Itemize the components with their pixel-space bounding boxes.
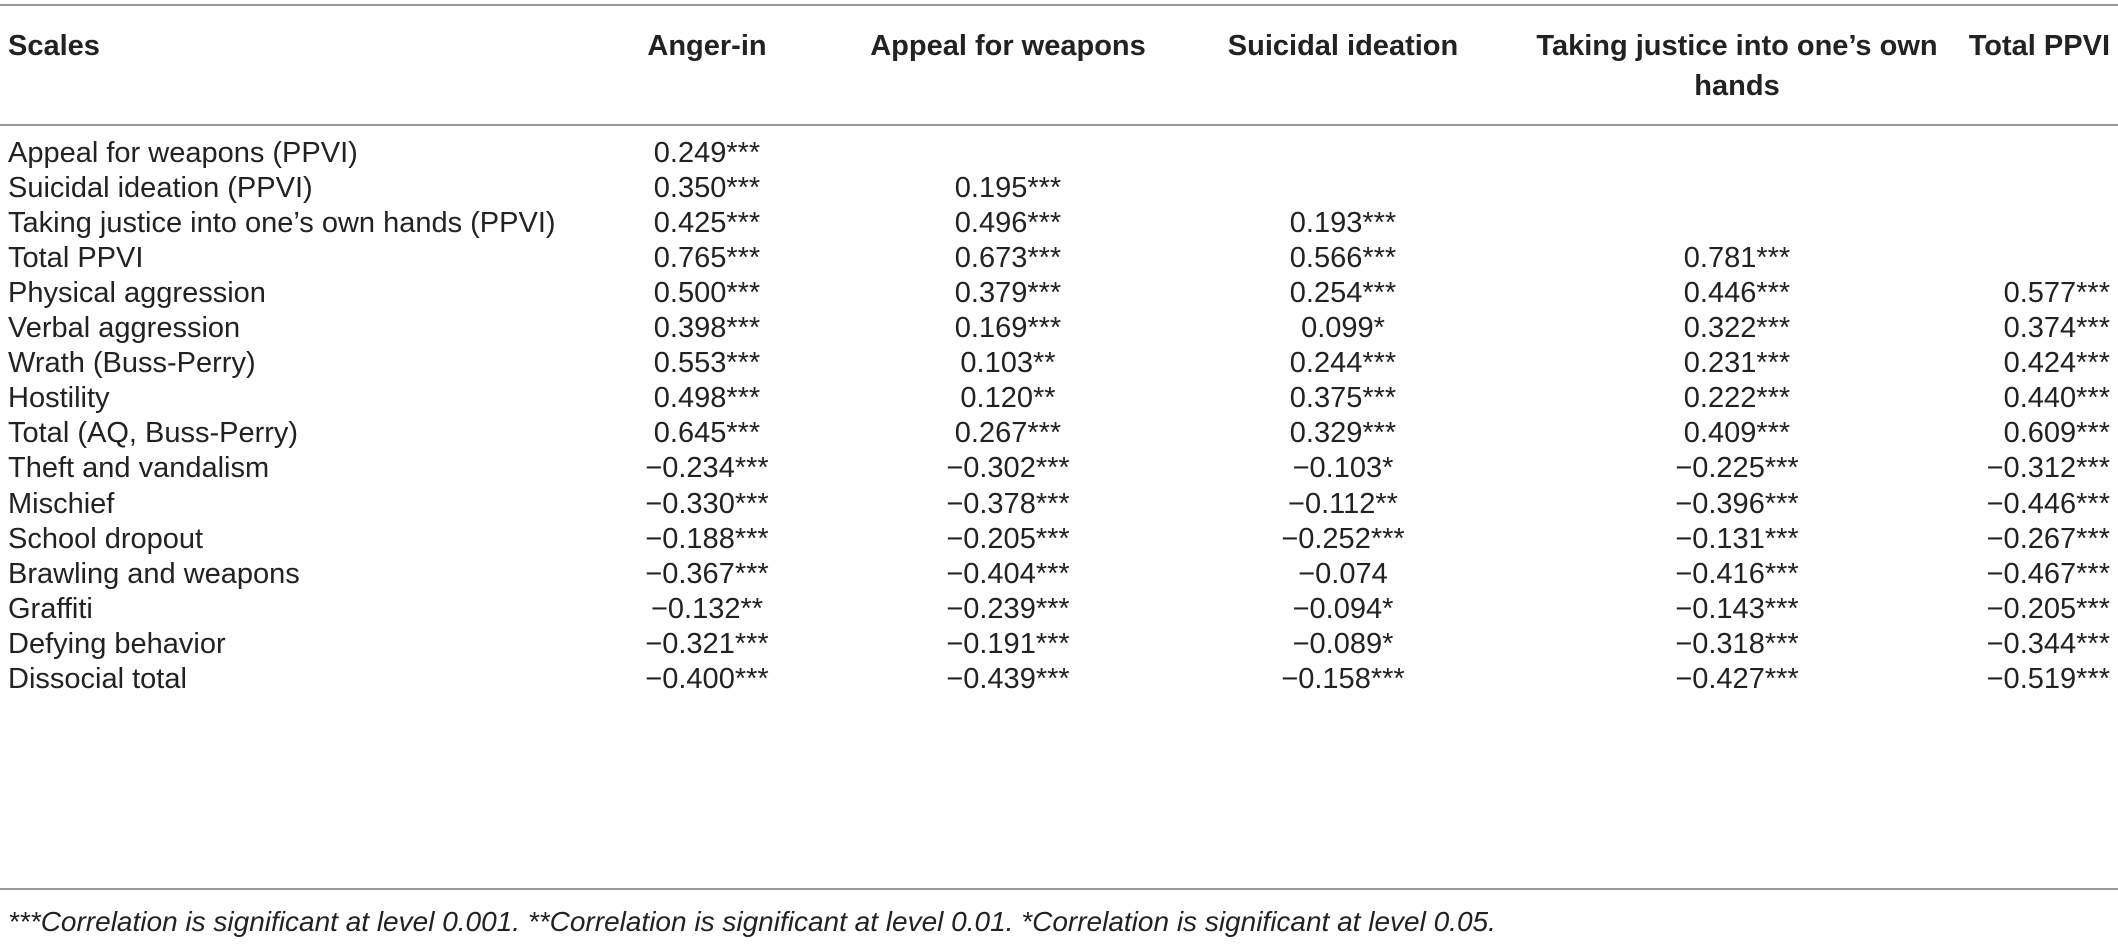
header-anger-in: Anger-in (647, 30, 767, 62)
table-cell: −0.302*** (946, 452, 1070, 485)
table-cell: −0.074 (1298, 557, 1388, 590)
table-cell: 0.409*** (1683, 417, 1791, 450)
table-cell: 0.566*** (1289, 242, 1397, 275)
table-cell: 0.609*** (2003, 417, 2110, 450)
table-cell: −0.103* (1292, 452, 1394, 485)
bottom-rule (0, 888, 2118, 890)
table-cell: −0.427*** (1675, 662, 1799, 695)
table-cell: 0.446*** (1683, 277, 1791, 310)
row-label: Total (AQ, Buss-Perry) (8, 417, 299, 450)
row-label: Graffiti (8, 592, 93, 625)
table-cell: −0.112** (1288, 487, 1398, 520)
table-cell: 0.375*** (1289, 382, 1397, 415)
table-cell: −0.143*** (1675, 592, 1799, 625)
table-cell: −0.131*** (1675, 522, 1799, 555)
header-appeal-for-weapons: Appeal for weapons (870, 30, 1146, 62)
row-label: Verbal aggression (8, 312, 241, 345)
table-cell: 0.322*** (1683, 312, 1791, 345)
row-label: Taking justice into one’s own hands (PPVI) (8, 207, 556, 240)
table-cell: −0.239*** (946, 592, 1070, 625)
table-cell: 0.374*** (2003, 312, 2110, 345)
table-cell: 0.425*** (653, 207, 761, 240)
table-cell: 0.329*** (1289, 417, 1397, 450)
table-cell: 0.553*** (653, 347, 761, 380)
table-cell: 0.249*** (653, 137, 761, 169)
table-cell: 0.099* (1301, 312, 1385, 345)
table-cell: 0.498*** (653, 382, 761, 415)
table-cell: 0.195*** (954, 172, 1062, 205)
row-label: Physical aggression (8, 277, 266, 310)
header-suicidal-ideation: Suicidal ideation (1227, 30, 1459, 62)
table-cell: 0.398*** (653, 312, 761, 345)
table-cell: −0.225*** (1675, 452, 1799, 485)
table-cell: 0.645*** (653, 417, 761, 450)
table-cell: 0.267*** (954, 417, 1062, 450)
table-cell: −0.132** (650, 592, 764, 625)
table-cell: −0.318*** (1675, 627, 1799, 660)
table-cell: −0.467*** (1986, 557, 2110, 590)
table-cell: 0.424*** (2003, 347, 2110, 380)
table-cell: 0.765*** (653, 242, 761, 275)
table-cell: 0.193*** (1289, 207, 1397, 240)
table-cell: −0.519*** (1986, 662, 2110, 695)
row-label: Wrath (Buss-Perry) (8, 347, 256, 380)
table-cell: −0.267*** (1986, 522, 2110, 555)
table-cell: −0.321*** (645, 627, 769, 660)
row-label: Total PPVI (8, 242, 144, 275)
table-cell: −0.158*** (1281, 662, 1405, 695)
table-cell: −0.404*** (946, 557, 1070, 590)
table-cell: 0.222*** (1683, 382, 1791, 415)
table-cell: −0.234*** (645, 452, 769, 485)
table-cell: −0.205*** (946, 522, 1070, 555)
table-cell: −0.378*** (946, 487, 1070, 520)
top-rule (0, 4, 2118, 6)
table-cell: 0.231*** (1683, 347, 1791, 380)
table-cell: 0.254*** (1289, 277, 1397, 310)
row-label: Mischief (8, 487, 115, 520)
table-cell: −0.446*** (1986, 487, 2110, 520)
table-cell: 0.169*** (954, 312, 1062, 345)
table-cell: −0.367*** (645, 557, 769, 590)
row-label: Defying behavior (8, 627, 226, 660)
row-label: Suicidal ideation (PPVI) (8, 172, 313, 205)
table-cell: 0.379*** (954, 277, 1062, 310)
table-cell: −0.094* (1292, 592, 1394, 625)
row-label: Brawling and weapons (8, 557, 300, 590)
table-cell: −0.188*** (645, 522, 769, 555)
row-label: Theft and vandalism (8, 452, 270, 485)
row-label: School dropout (8, 522, 204, 555)
table-cell: −0.416*** (1675, 557, 1799, 590)
table-footnote: ***Correlation is significant at level 0.001. **Correlation is significant at level 0.01. *Correlation is significant at level 0.05. (8, 906, 1496, 937)
table-cell: −0.439*** (946, 662, 1070, 695)
row-label: Hostility (8, 382, 110, 415)
table-row (0, 655, 2118, 702)
table-cell: 0.673*** (954, 242, 1062, 275)
table-cell: 0.244*** (1289, 347, 1397, 380)
table-cell: −0.252*** (1281, 522, 1405, 555)
table-cell: 0.350*** (653, 172, 761, 205)
table-cell: −0.400*** (645, 662, 769, 695)
table-cell: 0.496*** (954, 207, 1062, 240)
table-cell: −0.330*** (645, 487, 769, 520)
row-label: Appeal for weapons (PPVI) (8, 137, 358, 169)
table-cell: 0.440*** (2003, 382, 2110, 415)
table-cell: 0.120** (960, 382, 1056, 415)
row-label: Dissocial total (8, 662, 187, 695)
table-cell: −0.344*** (1986, 627, 2110, 660)
table-cell: 0.577*** (2003, 277, 2110, 310)
header-total-ppvi: Total PPVI (1968, 30, 2110, 62)
table-cell: −0.205*** (1986, 592, 2110, 625)
table-cell: −0.089* (1292, 627, 1394, 660)
header-rule (0, 124, 2118, 126)
table-cell: 0.781*** (1683, 242, 1791, 275)
table-cell: −0.312*** (1986, 452, 2110, 485)
header-scales: Scales (8, 30, 100, 62)
table-cell: −0.396*** (1675, 487, 1799, 520)
table-cell: 0.103** (960, 347, 1056, 380)
header-taking-justice: Taking justice into one’s own hands (1536, 30, 1938, 102)
table-cell: 0.500*** (653, 277, 761, 310)
table-cell: −0.191*** (946, 627, 1070, 660)
